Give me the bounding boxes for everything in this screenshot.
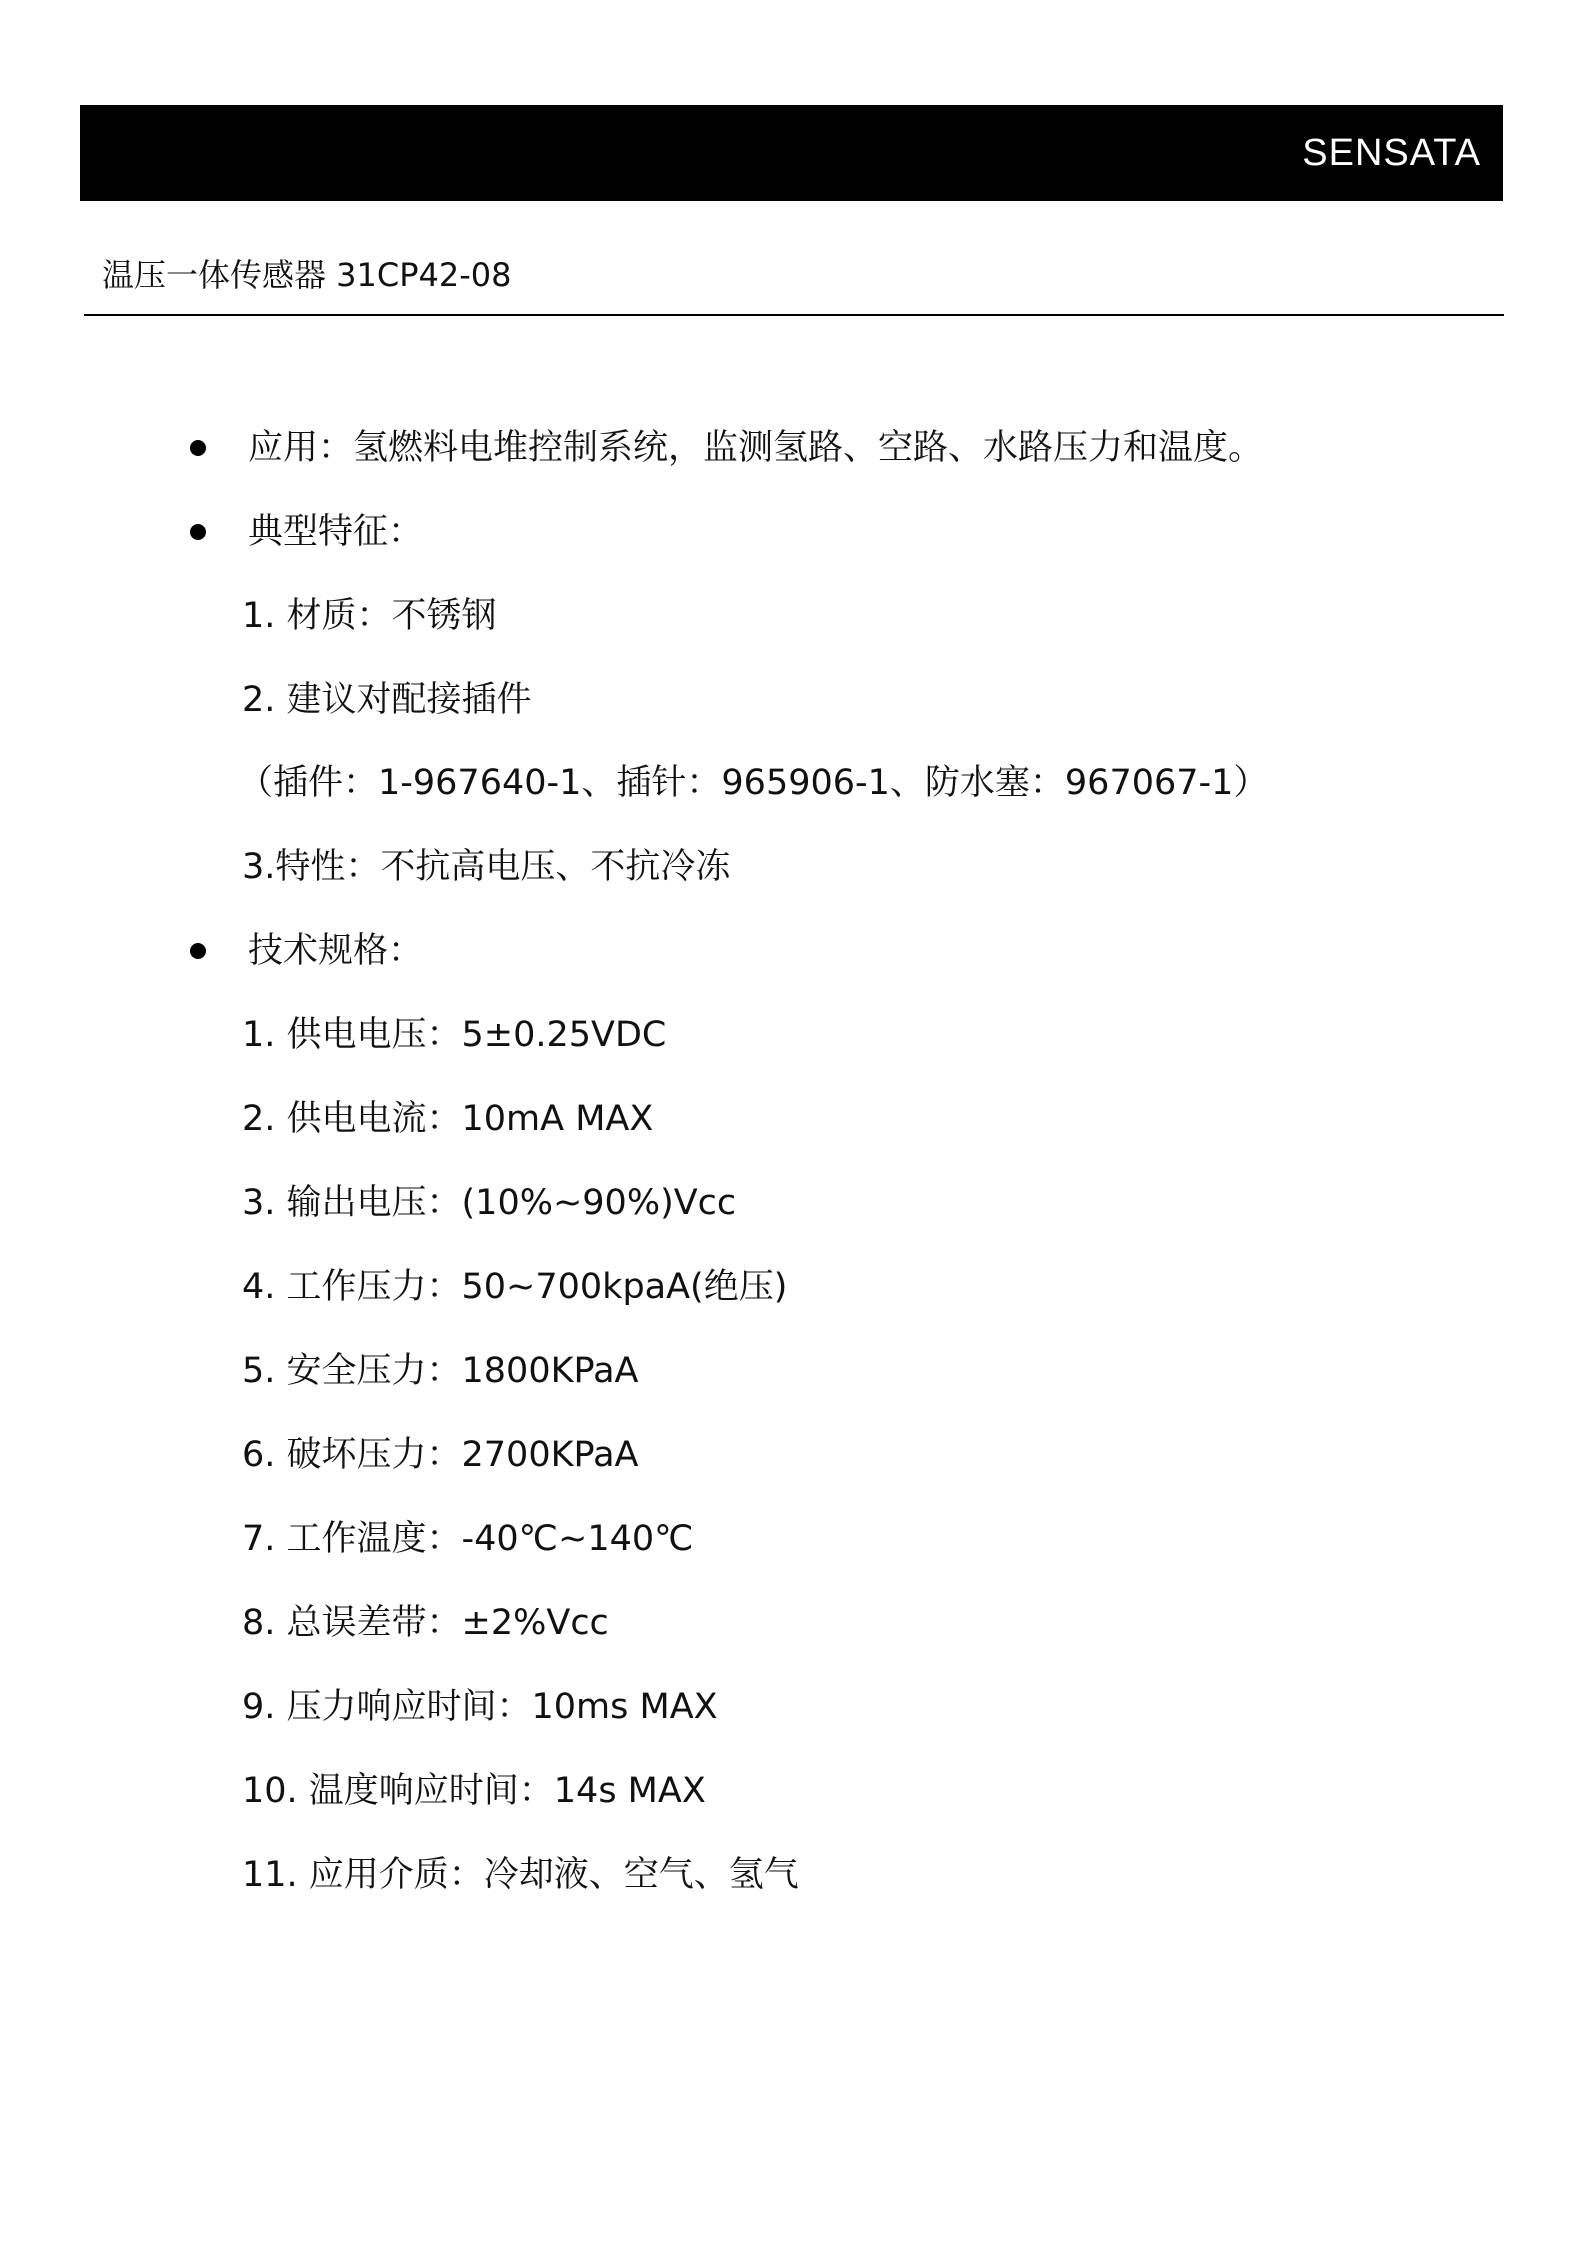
spec-item: 4. 工作压力：50~700kpaA(绝压) [242, 1267, 788, 1307]
spec-item: 1. 供电电压：5±0.25VDC [242, 1015, 667, 1055]
application-text: 应用：氢燃料电堆控制系统，监测氢路、空路、水路压力和温度。 [248, 428, 1264, 468]
brand-logo: SENSATA [1302, 132, 1481, 174]
feature-item: 2. 建议对配接插件 [242, 680, 532, 720]
spec-item: 7. 工作温度：-40℃~140℃ [242, 1519, 694, 1559]
bullet-icon [190, 440, 206, 456]
spec-item: 2. 供电电流：10mA MAX [242, 1099, 654, 1139]
spec-item: 9. 压力响应时间：10ms MAX [242, 1687, 718, 1727]
spec-item: 5. 安全压力：1800KPaA [242, 1351, 639, 1391]
spec-item: 8. 总误差带：±2%Vcc [242, 1603, 609, 1643]
spec-item: 11. 应用介质：冷却液、空气、氢气 [242, 1855, 799, 1895]
features-heading: 典型特征： [248, 512, 424, 552]
spec-item: 3. 输出电压：(10%~90%)Vcc [242, 1183, 737, 1223]
spec-item: 10. 温度响应时间：14s MAX [242, 1771, 706, 1811]
document-title: 温压一体传感器 31CP42-08 [102, 256, 512, 294]
feature-item: 1. 材质：不锈钢 [242, 596, 497, 636]
spec-item: 6. 破坏压力：2700KPaA [242, 1435, 639, 1475]
bullet-icon [190, 943, 206, 959]
feature-item: （插件：1-967640-1、插针：965906-1、防水塞：967067-1） [238, 763, 1269, 803]
bullet-icon [190, 524, 206, 540]
feature-item: 3.特性：不抗高电压、不抗冷冻 [242, 847, 731, 887]
specs-heading: 技术规格： [248, 931, 424, 971]
